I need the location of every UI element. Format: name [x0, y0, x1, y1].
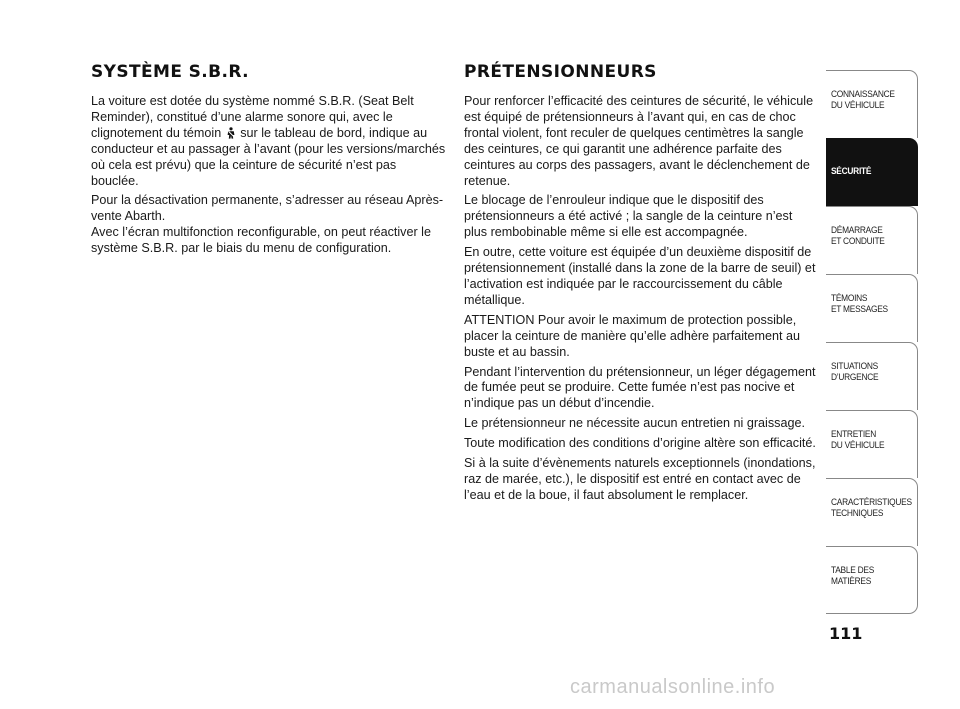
chapter-tab-label: TÉMOINS ET MESSAGES [831, 293, 888, 315]
pretensioners-paragraph-5: Pendant l’intervention du prétensionneur, un léger dégagement de fumée peut se produire. Cette fumée n’est pas nocive et n’indique pas un début d’incendie. [464, 364, 816, 411]
sbr-paragraph-1 [91, 94, 447, 189]
pretensioners-title: PRÉTENSIONNEURS [464, 62, 657, 82]
chapter-tab-8[interactable] [826, 546, 918, 614]
sbr-paragraph-2: Pour la désactivation permanente, s’adresser au réseau Après-vente Abarth. [91, 193, 444, 224]
chapter-tab-label: DÉMARRAGE ET CONDUITE [831, 225, 885, 247]
chapter-tab-label: TABLE DES MATIÈRES [831, 565, 875, 587]
watermark: carmanualsonline.info [570, 676, 776, 698]
sbr-text-after-icon: sur le tableau de bord, indique au conducteur et au passager à l’avant (pour les versions/marchés où cela est prévu) que la ceinture de sécurité n’est pas bouclée. [91, 125, 446, 188]
chapter-tab-2[interactable] [826, 138, 918, 206]
right-column [464, 62, 816, 508]
chapter-tab-label: ENTRETIEN DU VÉHICULE [831, 429, 885, 451]
sbr-paragraph-3: Avec l’écran multifonction reconfigurable, on peut réactiver le système S.B.R. par le biais du menu de configuration. [91, 225, 431, 256]
pretensioners-paragraph-6: Le prétensionneur ne nécessite aucun entretien ni graissage. [464, 416, 805, 431]
chapter-tab-7[interactable] [826, 478, 918, 546]
pretensioners-paragraph-1: Pour renforcer l’efficacité des ceintures de sécurité, le véhicule est équipé de prétensionneurs à l’avant qui, en cas de choc frontal violent, font reculer de quelques centimètres la sangle des ceintures, ce qui garantit une adhérence parfaite des ceintures au corps des passagers, avant le déclenchement de retenue. [464, 94, 814, 188]
chapter-tab-4[interactable] [826, 274, 918, 342]
left-column [91, 62, 447, 261]
pretensioners-paragraph-4: ATTENTION Pour avoir le maximum de protection possible, placer la ceinture de manière qu’elle adhère parfaitement au buste et au bassin. [464, 312, 801, 359]
seatbelt-warning-icon [226, 127, 236, 139]
pretensioners-body [464, 94, 816, 504]
pretensioners-paragraph-8: Si à la suite d’évènements naturels exceptionnels (inondations, raz de marée, etc.), le dispositif est entré en contact avec de l’eau et de la boue, il faut absolument le remplacer. [464, 456, 816, 502]
page-number: 111 [829, 624, 863, 643]
pretensioners-paragraph-3: En outre, cette voiture est équipée d’un deuxième dispositif de prétensionnement (installé dans la zone de la barre de seuil) et l’activation est indiquée par le raccourcissement du câble métallique. [464, 245, 816, 307]
chapter-tab-1[interactable] [826, 70, 918, 138]
chapter-tab-label: SITUATIONS D’URGENCE [831, 361, 879, 383]
pretensioners-paragraph-7: Toute modification des conditions d’origine altère son efficacité. [464, 436, 816, 451]
chapter-tab-6[interactable] [826, 410, 918, 478]
chapter-tab-label: CONNAISSANCE DU VÉHICULE [831, 89, 895, 111]
chapter-navigation [826, 70, 918, 614]
sbr-title: SYSTÈME S.B.R. [91, 62, 250, 82]
chapter-tab-label: CARACTÉRISTIQUES TECHNIQUES [831, 497, 912, 519]
chapter-tab-5[interactable] [826, 342, 918, 410]
chapter-tab-3[interactable] [826, 206, 918, 274]
chapter-tab-label: SÉCURITÉ [831, 166, 872, 177]
pretensioners-paragraph-2: Le blocage de l’enrouleur indique que le dispositif des prétensionneurs a été activé ; la sangle de la ceinture n’est plus rembobinable même si elle est accompagnée. [464, 193, 793, 240]
sbr-text-before-icon: La voiture est dotée du système nommé S.B.R. (Seat Belt Reminder), constitué d’une alarme sonore qui, avec le clignotement du témoin [91, 94, 414, 140]
